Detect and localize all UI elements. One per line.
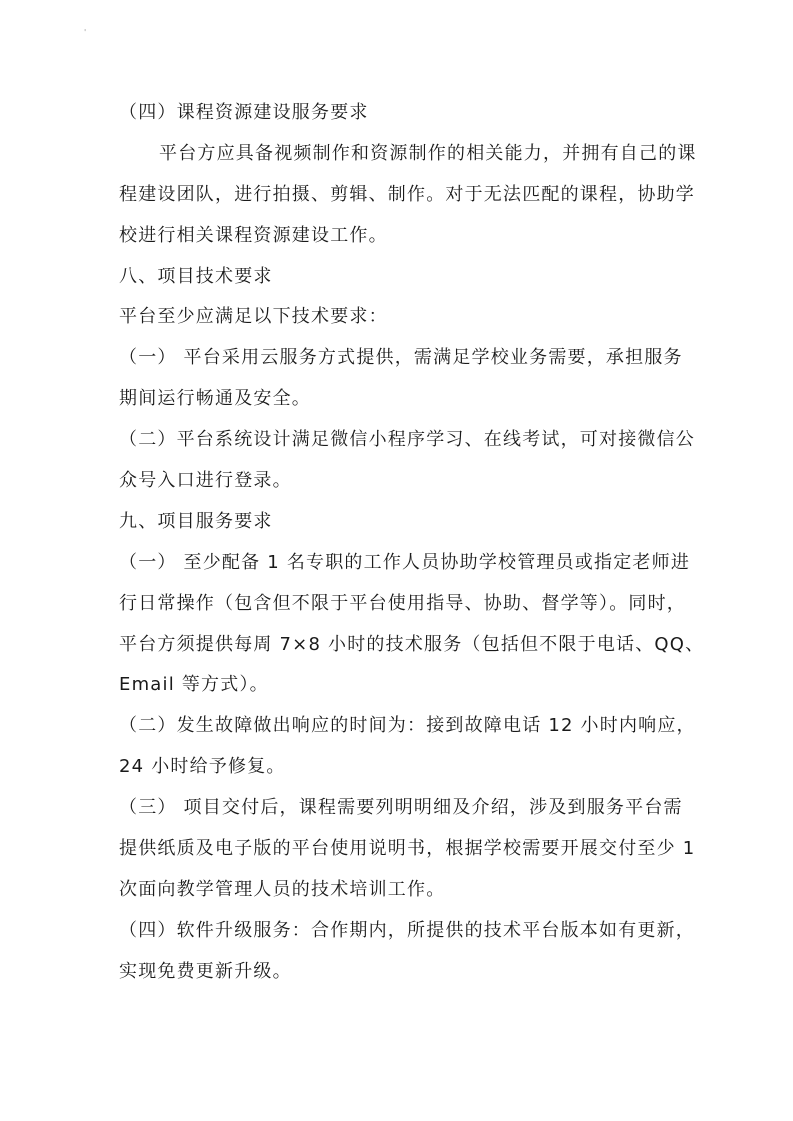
paragraph-line: 平台方应具备视频制作和资源制作的相关能力，并拥有自己的课: [159, 142, 697, 164]
list-item-line: 次面向教学管理人员的技术培训工作。: [119, 878, 446, 900]
list-item-line: （四）软件升级服务：合作期内，所提供的技术平台版本如有更新，: [119, 919, 695, 941]
list-item-line: 众号入口进行登录。: [119, 470, 292, 492]
corner-mark: ': [84, 28, 87, 37]
list-item-line: Email 等方式）。: [119, 674, 269, 696]
section-heading-technical-requirements: 八、项目技术要求: [119, 265, 273, 287]
section-heading-service-requirements: 九、项目服务要求: [119, 510, 273, 532]
section-heading-course-resources: （四）课程资源建设服务要求: [119, 102, 369, 123]
document-body: [119, 93, 705, 993]
list-item-line: 平台方须提供每周 7×8 小时的技术服务（包括但不限于电话、QQ、: [119, 633, 705, 655]
list-item-line: 实现免费更新升级。: [119, 960, 292, 982]
paragraph-line: 程建设团队，进行拍摄、剪辑、制作。对于无法匹配的课程，协助学: [119, 183, 695, 205]
list-item-line: 期间运行畅通及安全。: [119, 388, 311, 410]
list-item-line: （二）平台系统设计满足微信小程序学习、在线考试，可对接微信公: [119, 429, 695, 451]
list-item-line: （三） 项目交付后，课程需要列明明细及介绍，涉及到服务平台需: [119, 797, 683, 819]
list-item-line: 提供纸质及电子版的平台使用说明书，根据学校需要开展交付至少 1: [119, 838, 696, 860]
list-item-line: （一） 至少配备 1 名专职的工作人员协助学校管理员或指定老师进: [119, 551, 691, 573]
paragraph-line: 平台至少应满足以下技术要求：: [119, 306, 388, 328]
list-item-line: 24 小时给予修复。: [119, 756, 286, 778]
list-item-line: 行日常操作（包含但不限于平台使用指导、协助、督学等）。同时，: [119, 592, 686, 614]
list-item-line: （一） 平台采用云服务方式提供，需满足学校业务需要，承担服务: [119, 347, 683, 369]
paragraph-line: 校进行相关课程资源建设工作。: [119, 224, 388, 246]
list-item-line: （二）发生故障做出响应的时间为：接到故障电话 12 小时内响应，: [119, 715, 696, 737]
